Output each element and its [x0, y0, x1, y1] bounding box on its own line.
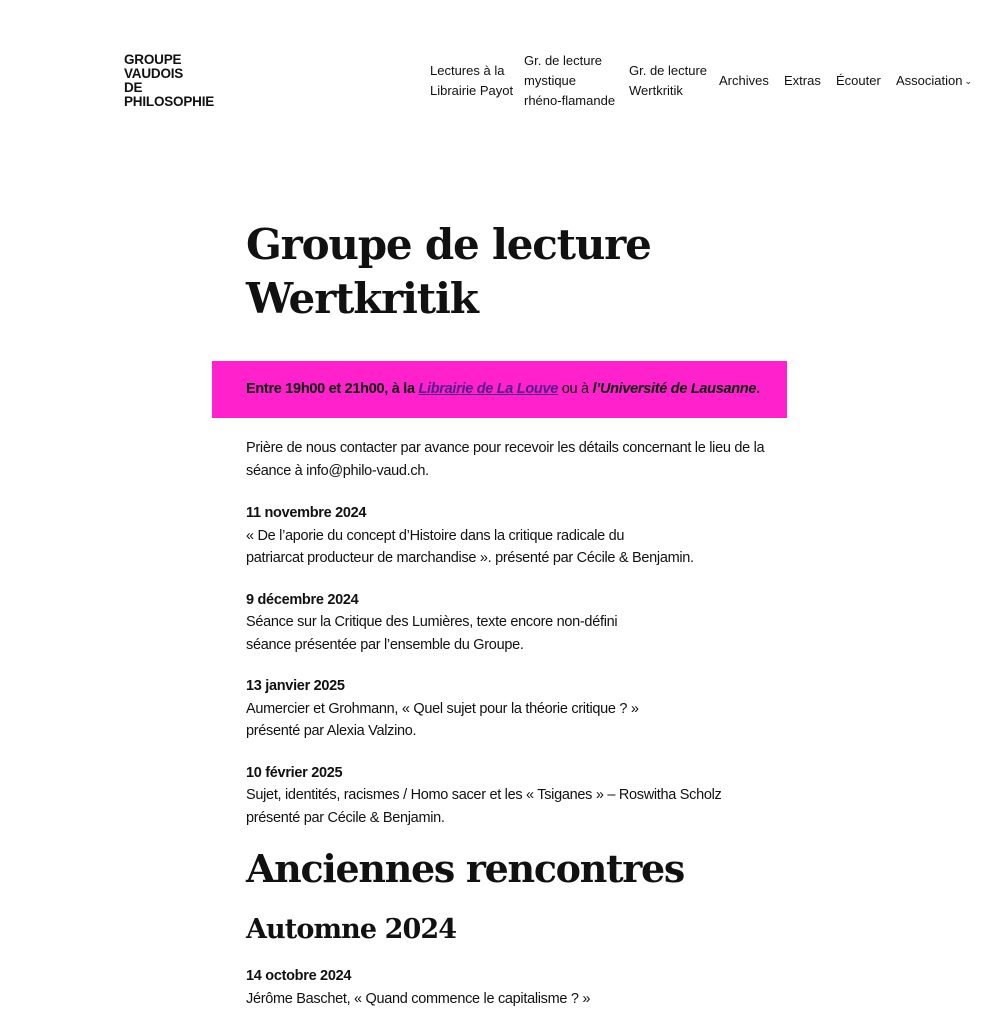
session-description: Séance sur la Critique des Lumières, texte encore non-défini [246, 611, 766, 634]
session-description: Jérôme Baschet, « Quand commence le capitalisme ? » [246, 988, 766, 1010]
banner-suffix: . [756, 381, 760, 397]
nav-item-association[interactable] [896, 71, 972, 92]
session-item [246, 589, 766, 657]
librairie-la-louve-link[interactable]: Librairie de La Louve [418, 381, 558, 397]
nav-item-label: Association [896, 73, 962, 88]
nav-item-label: rhéno-flamande [524, 91, 615, 111]
main-content [246, 437, 766, 848]
nav-item-extras[interactable] [784, 71, 821, 91]
chevron-down-icon[interactable]: ⌄ [964, 76, 972, 86]
past-session-item [246, 965, 766, 1010]
session-date: 10 février 2025 [246, 762, 766, 785]
session-description: séance présentée par l’ensemble du Groupe. [246, 634, 766, 657]
season-heading: Automne 2024 [246, 910, 456, 950]
logo-line: GROUPE [124, 53, 214, 67]
intro-text: Prière de nous contacter par avance pour recevoir les détails concernant le lieu de la séance à info@philo-vaud.ch. [246, 437, 766, 482]
nav-item-label: Lectures à la [430, 61, 513, 81]
nav-item-label: Wertkritik [629, 81, 707, 101]
main-navigation [0, 0, 1000, 140]
session-description: présenté par Alexia Valzino. [246, 720, 766, 743]
logo-line: DE [124, 81, 214, 95]
logo-line: VAUDOIS [124, 67, 214, 81]
session-description: patriarcat producteur de marchandise ». présenté par Cécile & Benjamin. [246, 547, 766, 570]
nav-item-ecouter[interactable] [836, 71, 881, 91]
session-description: Aumercier et Grohmann, « Quel sujet pour la théorie critique ? » [246, 698, 766, 721]
nav-item-label: Écouter [836, 73, 881, 88]
session-date: 9 décembre 2024 [246, 589, 766, 612]
session-description: Sujet, identités, racismes / Homo sacer et les « Tsiganes » – Roswitha Scholz [246, 784, 766, 807]
session-date: 14 octobre 2024 [246, 965, 766, 988]
banner-prefix: Entre 19h00 et 21h00, à la [246, 381, 418, 397]
session-date: 13 janvier 2025 [246, 675, 766, 698]
session-description: « De l’aporie du concept d’Histoire dans la critique radicale du [246, 525, 766, 548]
nav-item-label: Extras [784, 73, 821, 88]
session-item [246, 502, 766, 570]
nav-item-wertkritik[interactable] [629, 61, 707, 101]
nav-item-lectures-payot[interactable] [430, 61, 513, 101]
banner-university: l’Université de Lausanne [592, 381, 756, 397]
page-title-line: Groupe de lecture [246, 218, 651, 272]
nav-item-label: Gr. de lecture [629, 61, 707, 81]
nav-item-label: mystique [524, 71, 615, 91]
page-title [246, 218, 651, 326]
location-banner [212, 361, 787, 418]
nav-item-label: Librairie Payot [430, 81, 513, 101]
session-item [246, 675, 766, 743]
session-description: présenté par Cécile & Benjamin. [246, 807, 766, 830]
session-date: 11 novembre 2024 [246, 502, 766, 525]
page-title-line: Wertkritik [246, 272, 651, 326]
logo-line: PHILOSOPHIE [124, 95, 214, 109]
banner-middle: ou à [558, 381, 592, 397]
nav-item-label: Archives [719, 73, 769, 88]
session-item [246, 762, 766, 830]
nav-item-mystique[interactable] [524, 51, 615, 111]
nav-item-label: Gr. de lecture [524, 51, 615, 71]
nav-item-archives[interactable] [719, 71, 769, 91]
past-meetings-heading: Anciennes rencontres [246, 844, 684, 894]
